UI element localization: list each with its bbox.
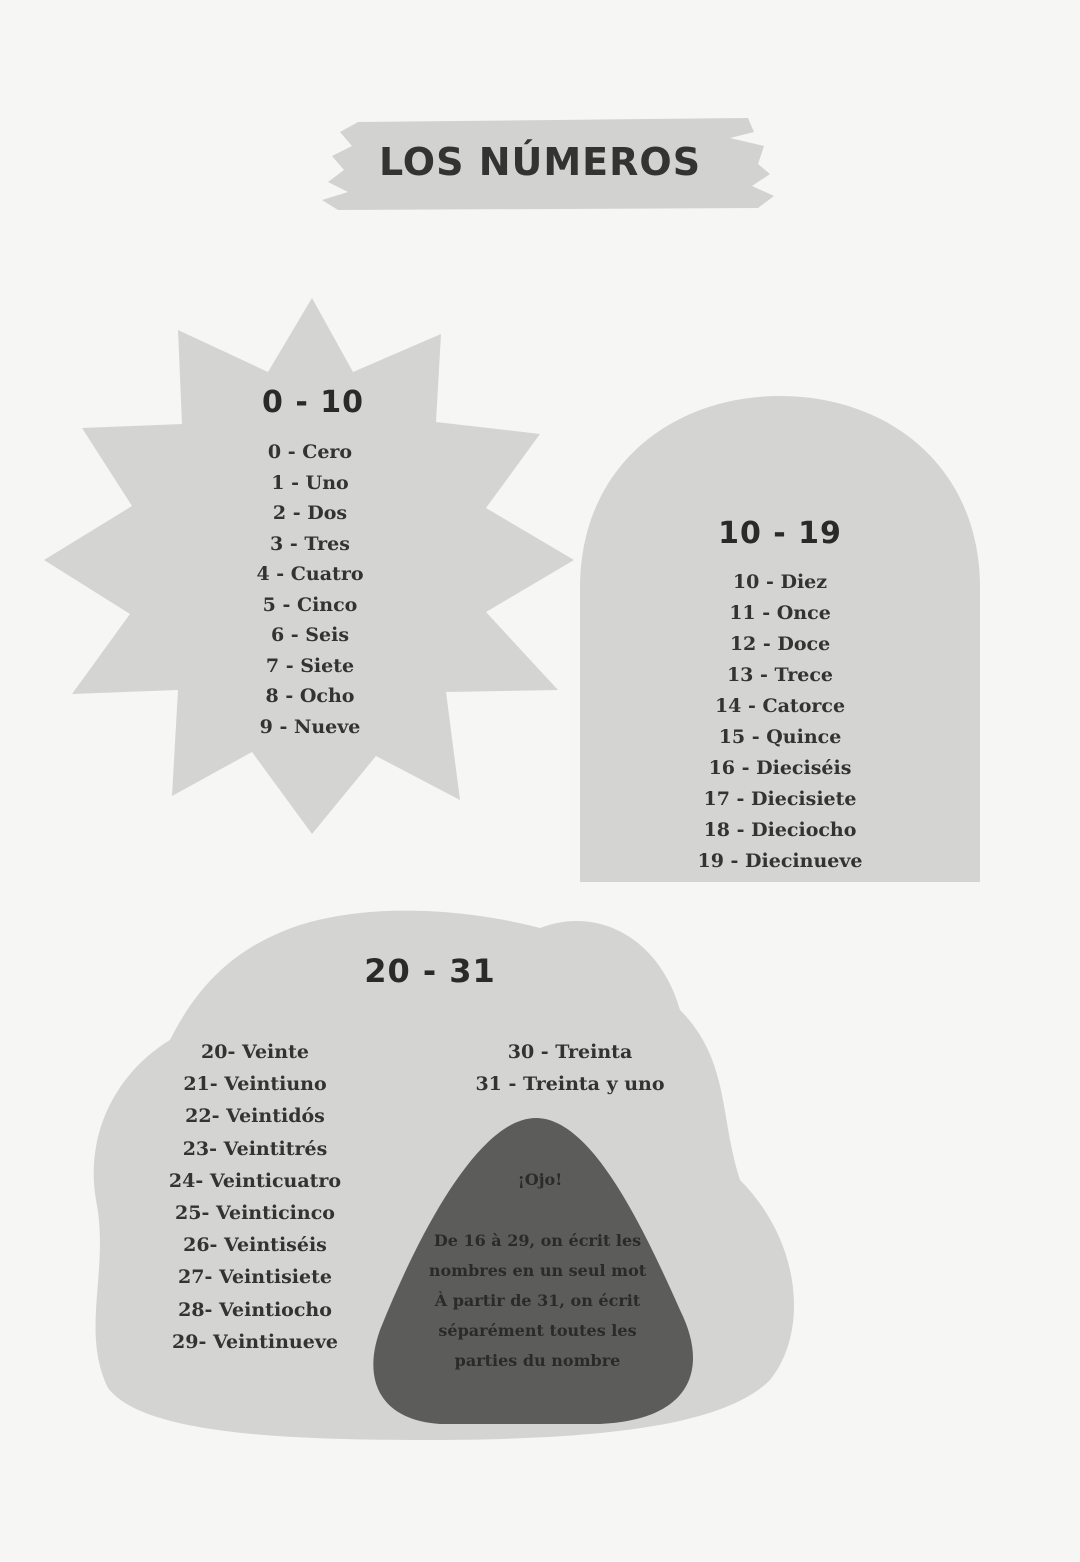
- list-item: 12 - Doce: [729, 633, 831, 655]
- list-item: 24- Veinticuatro: [168, 1169, 342, 1192]
- list-item: 26- Veintiséis: [183, 1234, 327, 1257]
- list-20-29: [150, 1036, 360, 1358]
- list-item: 31 - Treinta y uno: [475, 1073, 665, 1096]
- list-item: 11 - Once: [729, 602, 831, 624]
- note-line: À partir de 31, on écrit: [434, 1291, 641, 1310]
- list-item: 4 - Cuatro: [256, 563, 364, 585]
- list-item: 21- Veintiuno: [183, 1073, 327, 1096]
- list-item: 9 - Nueve: [259, 715, 361, 738]
- list-item: 8 - Ocho: [265, 685, 355, 707]
- list-item: 3 - Tres: [270, 532, 350, 555]
- list-item: 14 - Catorce: [714, 695, 846, 717]
- list-item: 0 - Cero: [267, 441, 353, 463]
- list-item: 30 - Treinta: [507, 1041, 633, 1063]
- list-item: 19 - Diecinueve: [697, 850, 863, 872]
- list-item: 25- Veinticinco: [175, 1202, 335, 1225]
- note-line: nombres en un seul mot: [428, 1261, 647, 1280]
- note-line: séparément toutes les: [438, 1321, 637, 1340]
- list-item: 6 - Seis: [270, 624, 350, 646]
- note-title: ¡Ojo!: [517, 1170, 563, 1189]
- list-item: 23- Veintitrés: [182, 1137, 328, 1160]
- list-item: 28- Veintiocho: [178, 1298, 332, 1321]
- list-item: 7 - Siete: [265, 654, 355, 677]
- list-30-31: [470, 1036, 670, 1100]
- list-item: 1 - Uno: [271, 471, 349, 494]
- list-item: 15 - Quince: [718, 726, 842, 748]
- list-item: 18 - Dieciocho: [703, 819, 857, 841]
- list-item: 22- Veintidós: [185, 1105, 325, 1128]
- list-item: 27- Veintisiete: [178, 1266, 332, 1289]
- page-title: LOS NÚMEROS: [378, 140, 702, 184]
- section-heading-20-31: 20 - 31: [364, 952, 496, 990]
- section-heading-10-19: 10 - 19: [718, 516, 842, 551]
- list-item: 2 - Dos: [272, 502, 348, 524]
- list-item: 17 - Diecisiete: [703, 788, 857, 810]
- note-line: De 16 à 29, on écrit les: [433, 1231, 642, 1250]
- list-item: 29- Veintinueve: [172, 1330, 338, 1353]
- list-item: 16 - Dieciséis: [708, 757, 852, 779]
- list-item: 13 - Trece: [726, 664, 834, 686]
- note-line: parties du nombre: [454, 1351, 621, 1370]
- list-item: 5 - Cinco: [262, 593, 358, 616]
- section-heading-0-10: 0 - 10: [262, 385, 364, 420]
- note-text: [420, 1226, 655, 1376]
- list-item: 10 - Diez: [732, 571, 828, 593]
- list-item: 20- Veinte: [201, 1041, 309, 1063]
